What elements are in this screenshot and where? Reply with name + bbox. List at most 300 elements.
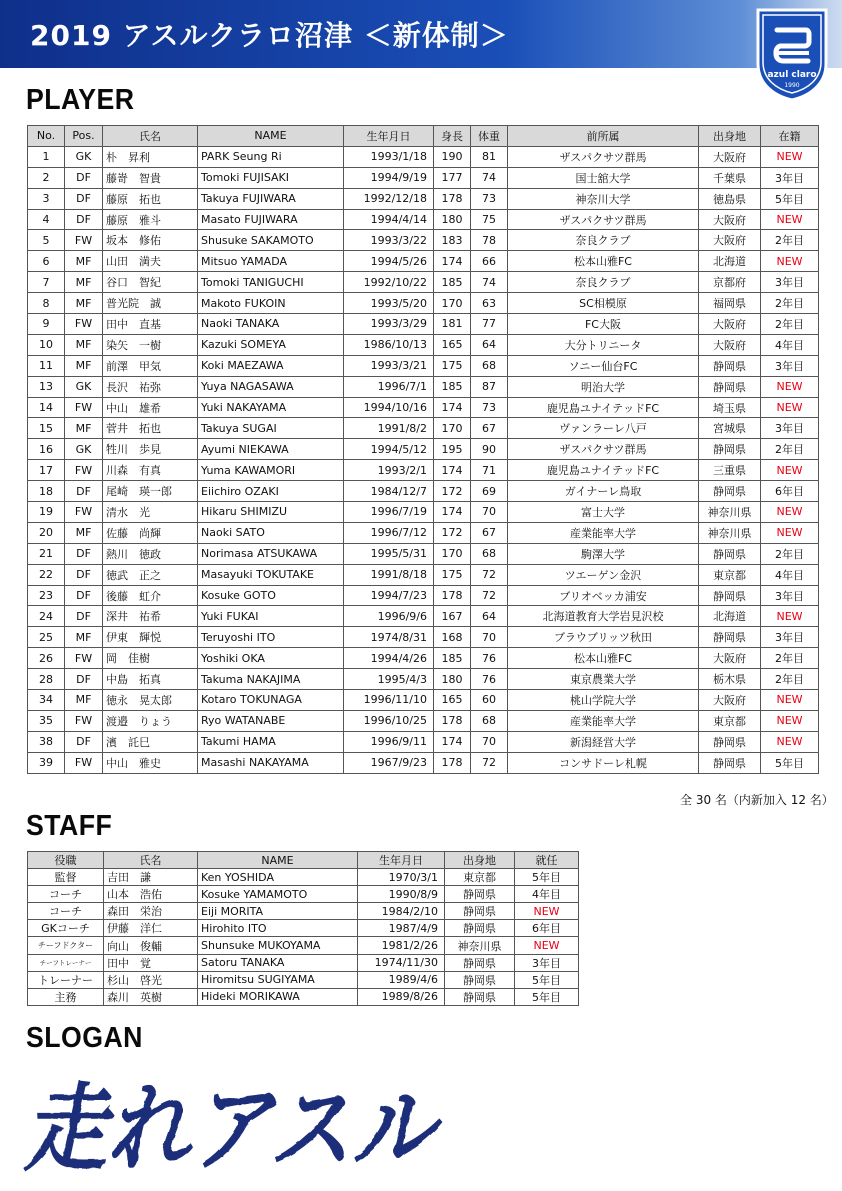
- player-cell-tenure: 2年目: [761, 314, 819, 335]
- player-cell-birthplace: 千葉県: [699, 167, 761, 188]
- player-cell-height: 174: [434, 251, 471, 272]
- player-cell-tenure: NEW: [761, 397, 819, 418]
- player-cell-no: 1: [28, 146, 65, 167]
- player-cell-no: 34: [28, 690, 65, 711]
- player-row: [28, 564, 819, 585]
- player-cell-height: 170: [434, 293, 471, 314]
- player-cell-height: 175: [434, 564, 471, 585]
- player-cell-name-ja: 山田 満夫: [103, 251, 198, 272]
- player-cell-height: 190: [434, 146, 471, 167]
- staff-header-birthdate: 生年月日: [358, 852, 445, 869]
- player-header-no: No.: [28, 126, 65, 147]
- staff-cell-birthdate: 1989/4/6: [358, 971, 445, 988]
- player-cell-tenure: 2年目: [761, 669, 819, 690]
- player-cell-birthdate: 1993/2/1: [344, 460, 434, 481]
- staff-cell-name-en: Ken YOSHIDA: [198, 869, 358, 886]
- player-cell-birthplace: 静岡県: [699, 752, 761, 773]
- player-row: [28, 188, 819, 209]
- player-cell-previous-club: 桃山学院大学: [508, 690, 699, 711]
- staff-cell-name-en: Kosuke YAMAMOTO: [198, 886, 358, 903]
- staff-header-role: 役職: [28, 852, 104, 869]
- player-cell-previous-club: 大分トリニータ: [508, 334, 699, 355]
- player-cell-pos: DF: [65, 731, 103, 752]
- player-cell-weight: 68: [471, 543, 508, 564]
- player-cell-height: 195: [434, 439, 471, 460]
- player-row: [28, 648, 819, 669]
- staff-row: [28, 954, 579, 971]
- player-cell-birthdate: 1974/8/31: [344, 627, 434, 648]
- player-cell-name-en: Koki MAEZAWA: [198, 355, 344, 376]
- player-cell-previous-club: 新潟経営大学: [508, 731, 699, 752]
- player-cell-height: 165: [434, 334, 471, 355]
- player-header-height: 身長: [434, 126, 471, 147]
- player-cell-pos: GK: [65, 146, 103, 167]
- player-cell-birthdate: 1967/9/23: [344, 752, 434, 773]
- player-cell-birthplace: 大阪府: [699, 230, 761, 251]
- player-cell-birthdate: 1994/5/12: [344, 439, 434, 460]
- player-cell-weight: 73: [471, 397, 508, 418]
- player-cell-birthdate: 1996/11/10: [344, 690, 434, 711]
- player-cell-name-en: Naoki SATO: [198, 522, 344, 543]
- player-header-birthplace: 出身地: [699, 126, 761, 147]
- player-cell-no: 25: [28, 627, 65, 648]
- player-cell-name-en: Shusuke SAKAMOTO: [198, 230, 344, 251]
- player-row: [28, 585, 819, 606]
- club-logo: [754, 6, 830, 102]
- player-cell-no: 13: [28, 376, 65, 397]
- player-cell-name-en: Kosuke GOTO: [198, 585, 344, 606]
- player-cell-previous-club: ブラウブリッツ秋田: [508, 627, 699, 648]
- player-cell-weight: 67: [471, 418, 508, 439]
- staff-cell-role: コーチ: [28, 903, 104, 920]
- player-cell-weight: 74: [471, 272, 508, 293]
- player-cell-pos: GK: [65, 439, 103, 460]
- staff-cell-role: コーチ: [28, 886, 104, 903]
- player-cell-name-en: Teruyoshi ITO: [198, 627, 344, 648]
- player-cell-previous-club: 明治大学: [508, 376, 699, 397]
- player-cell-no: 28: [28, 669, 65, 690]
- player-cell-tenure: NEW: [761, 731, 819, 752]
- player-cell-birthplace: 大阪府: [699, 334, 761, 355]
- player-cell-height: 172: [434, 481, 471, 502]
- player-cell-no: 16: [28, 439, 65, 460]
- player-row: [28, 272, 819, 293]
- player-cell-name-ja: 藤原 拓也: [103, 188, 198, 209]
- staff-cell-tenure: 5年目: [515, 971, 579, 988]
- player-row: [28, 439, 819, 460]
- player-cell-pos: MF: [65, 334, 103, 355]
- player-cell-name-en: Masayuki TOKUTAKE: [198, 564, 344, 585]
- staff-header-name-ja: 氏名: [104, 852, 198, 869]
- player-header-pos: Pos.: [65, 126, 103, 147]
- player-cell-birthdate: 1994/9/19: [344, 167, 434, 188]
- player-header-tenure: 在籍: [761, 126, 819, 147]
- player-row: [28, 293, 819, 314]
- player-cell-name-ja: 長沢 祐弥: [103, 376, 198, 397]
- player-row: [28, 752, 819, 773]
- player-cell-name-ja: 藤原 雅斗: [103, 209, 198, 230]
- slogan-text: 走れアスル: [23, 1072, 443, 1185]
- player-cell-tenure: 4年目: [761, 564, 819, 585]
- player-cell-height: 175: [434, 355, 471, 376]
- player-cell-height: 183: [434, 230, 471, 251]
- staff-cell-tenure: 5年目: [515, 988, 579, 1005]
- player-cell-birthplace: 静岡県: [699, 481, 761, 502]
- player-cell-name-ja: 濱 託巳: [103, 731, 198, 752]
- player-cell-weight: 69: [471, 481, 508, 502]
- player-cell-birthdate: 1996/9/6: [344, 606, 434, 627]
- player-row: [28, 543, 819, 564]
- player-cell-name-en: Takuma NAKAJIMA: [198, 669, 344, 690]
- player-cell-weight: 78: [471, 230, 508, 251]
- player-cell-height: 174: [434, 502, 471, 523]
- staff-row: [28, 920, 579, 937]
- player-cell-birthplace: 大阪府: [699, 314, 761, 335]
- player-cell-name-en: Ayumi NIEKAWA: [198, 439, 344, 460]
- player-cell-no: 35: [28, 710, 65, 731]
- player-cell-height: 178: [434, 752, 471, 773]
- player-cell-previous-club: 駒澤大学: [508, 543, 699, 564]
- player-total-note: 全 30 名（内新加入 12 名）: [680, 793, 834, 807]
- player-cell-name-ja: 後藤 虹介: [103, 585, 198, 606]
- player-row: [28, 355, 819, 376]
- player-cell-height: 178: [434, 585, 471, 606]
- player-cell-pos: DF: [65, 167, 103, 188]
- player-cell-name-en: Masato FUJIWARA: [198, 209, 344, 230]
- player-cell-birthdate: 1984/12/7: [344, 481, 434, 502]
- player-cell-no: 3: [28, 188, 65, 209]
- player-cell-previous-club: ガイナーレ鳥取: [508, 481, 699, 502]
- player-row: [28, 167, 819, 188]
- player-cell-no: 8: [28, 293, 65, 314]
- player-cell-pos: MF: [65, 272, 103, 293]
- player-cell-name-en: Makoto FUKOIN: [198, 293, 344, 314]
- player-cell-birthdate: 1994/10/16: [344, 397, 434, 418]
- player-cell-tenure: 3年目: [761, 355, 819, 376]
- player-cell-previous-club: ツエーゲン金沢: [508, 564, 699, 585]
- staff-cell-name-en: Shunsuke MUKOYAMA: [198, 937, 358, 954]
- player-cell-no: 20: [28, 522, 65, 543]
- staff-cell-tenure: 3年目: [515, 954, 579, 971]
- player-cell-name-ja: 田中 直基: [103, 314, 198, 335]
- player-cell-previous-club: 鹿児島ユナイテッドFC: [508, 397, 699, 418]
- player-cell-tenure: NEW: [761, 460, 819, 481]
- player-cell-name-en: Kazuki SOMEYA: [198, 334, 344, 355]
- staff-cell-name-en: Hirohito ITO: [198, 920, 358, 937]
- player-cell-birthdate: 1994/7/23: [344, 585, 434, 606]
- player-cell-name-en: Eiichiro OZAKI: [198, 481, 344, 502]
- player-cell-tenure: NEW: [761, 251, 819, 272]
- player-cell-weight: 90: [471, 439, 508, 460]
- player-cell-height: 165: [434, 690, 471, 711]
- player-cell-pos: MF: [65, 293, 103, 314]
- player-cell-pos: DF: [65, 481, 103, 502]
- player-cell-no: 6: [28, 251, 65, 272]
- player-cell-birthdate: 1996/9/11: [344, 731, 434, 752]
- player-cell-birthplace: 三重県: [699, 460, 761, 481]
- player-cell-previous-club: コンサドーレ札幌: [508, 752, 699, 773]
- player-cell-name-en: Ryo WATANABE: [198, 710, 344, 731]
- player-cell-name-ja: 岡 佳樹: [103, 648, 198, 669]
- player-cell-weight: 77: [471, 314, 508, 335]
- player-cell-pos: MF: [65, 627, 103, 648]
- player-cell-height: 170: [434, 418, 471, 439]
- staff-row: [28, 971, 579, 988]
- player-row: [28, 418, 819, 439]
- player-cell-name-ja: 熱川 徳政: [103, 543, 198, 564]
- staff-cell-name-ja: 向山 俊輔: [104, 937, 198, 954]
- player-row: [28, 627, 819, 648]
- player-cell-name-ja: 中島 拓真: [103, 669, 198, 690]
- player-cell-previous-club: ソニー仙台FC: [508, 355, 699, 376]
- player-cell-birthdate: 1992/12/18: [344, 188, 434, 209]
- staff-cell-name-ja: 伊藤 洋仁: [104, 920, 198, 937]
- player-cell-birthdate: 1994/5/26: [344, 251, 434, 272]
- player-cell-birthplace: 静岡県: [699, 627, 761, 648]
- player-cell-name-en: Takuya SUGAI: [198, 418, 344, 439]
- player-cell-birthplace: 東京都: [699, 564, 761, 585]
- player-cell-pos: MF: [65, 418, 103, 439]
- player-cell-previous-club: 松本山雅FC: [508, 251, 699, 272]
- staff-table-header: [28, 852, 579, 869]
- player-cell-name-en: Takumi HAMA: [198, 731, 344, 752]
- player-cell-height: 170: [434, 543, 471, 564]
- staff-cell-name-en: Hideki MORIKAWA: [198, 988, 358, 1005]
- staff-row: [28, 903, 579, 920]
- player-cell-tenure: NEW: [761, 690, 819, 711]
- staff-cell-name-ja: 吉田 謙: [104, 869, 198, 886]
- player-cell-previous-club: ザスパクサツ群馬: [508, 209, 699, 230]
- player-cell-birthdate: 1993/1/18: [344, 146, 434, 167]
- player-cell-pos: DF: [65, 669, 103, 690]
- player-header-birthdate: 生年月日: [344, 126, 434, 147]
- staff-cell-birthplace: 静岡県: [445, 920, 515, 937]
- player-row: [28, 502, 819, 523]
- player-header-name-ja: 氏名: [103, 126, 198, 147]
- staff-cell-birthplace: 静岡県: [445, 903, 515, 920]
- player-cell-name-en: Tomoki TANIGUCHI: [198, 272, 344, 293]
- player-cell-pos: FW: [65, 397, 103, 418]
- player-cell-weight: 72: [471, 585, 508, 606]
- staff-table: [27, 851, 579, 1006]
- player-cell-previous-club: ヴァンラーレ八戸: [508, 418, 699, 439]
- player-header-name-en: NAME: [198, 126, 344, 147]
- player-cell-name-en: Kotaro TOKUNAGA: [198, 690, 344, 711]
- staff-cell-birthplace: 静岡県: [445, 886, 515, 903]
- player-cell-height: 180: [434, 669, 471, 690]
- player-cell-birthdate: 1991/8/18: [344, 564, 434, 585]
- staff-cell-name-en: Hiromitsu SUGIYAMA: [198, 971, 358, 988]
- staff-cell-tenure: 5年目: [515, 869, 579, 886]
- player-cell-tenure: NEW: [761, 606, 819, 627]
- player-cell-no: 11: [28, 355, 65, 376]
- staff-cell-name-ja: 山本 浩佑: [104, 886, 198, 903]
- player-cell-height: 174: [434, 460, 471, 481]
- player-row: [28, 230, 819, 251]
- player-cell-previous-club: ザスパクサツ群馬: [508, 146, 699, 167]
- player-cell-height: 168: [434, 627, 471, 648]
- header-band: [0, 0, 842, 68]
- player-cell-weight: 75: [471, 209, 508, 230]
- player-cell-birthdate: 1995/5/31: [344, 543, 434, 564]
- staff-cell-birthplace: 神奈川県: [445, 937, 515, 954]
- player-cell-birthplace: 大阪府: [699, 146, 761, 167]
- staff-row: [28, 886, 579, 903]
- player-cell-no: 19: [28, 502, 65, 523]
- player-cell-birthdate: 1992/10/22: [344, 272, 434, 293]
- player-cell-birthdate: 1993/5/20: [344, 293, 434, 314]
- player-cell-pos: FW: [65, 502, 103, 523]
- player-cell-tenure: 2年目: [761, 293, 819, 314]
- staff-row: [28, 869, 579, 886]
- player-cell-birthdate: 1995/4/3: [344, 669, 434, 690]
- player-cell-height: 174: [434, 731, 471, 752]
- player-cell-height: 178: [434, 710, 471, 731]
- player-row: [28, 606, 819, 627]
- player-cell-tenure: 3年目: [761, 272, 819, 293]
- player-cell-tenure: NEW: [761, 710, 819, 731]
- player-cell-tenure: 3年目: [761, 418, 819, 439]
- player-cell-tenure: NEW: [761, 376, 819, 397]
- player-row: [28, 314, 819, 335]
- player-cell-birthplace: 静岡県: [699, 585, 761, 606]
- player-cell-birthdate: 1993/3/21: [344, 355, 434, 376]
- player-cell-weight: 70: [471, 502, 508, 523]
- player-cell-tenure: NEW: [761, 209, 819, 230]
- player-row: [28, 334, 819, 355]
- player-cell-name-ja: 佐藤 尚輝: [103, 522, 198, 543]
- staff-cell-birthdate: 1989/8/26: [358, 988, 445, 1005]
- player-cell-height: 185: [434, 376, 471, 397]
- staff-cell-name-ja: 田中 覚: [104, 954, 198, 971]
- player-cell-no: 22: [28, 564, 65, 585]
- player-header-weight: 体重: [471, 126, 508, 147]
- player-cell-name-en: Tomoki FUJISAKI: [198, 167, 344, 188]
- player-cell-weight: 68: [471, 355, 508, 376]
- staff-cell-role: チーフドクター: [28, 937, 104, 954]
- player-cell-weight: 72: [471, 564, 508, 585]
- player-cell-pos: DF: [65, 543, 103, 564]
- player-cell-birthdate: 1993/3/22: [344, 230, 434, 251]
- player-cell-name-en: Mitsuo YAMADA: [198, 251, 344, 272]
- player-cell-pos: DF: [65, 585, 103, 606]
- staff-cell-birthdate: 1981/2/26: [358, 937, 445, 954]
- player-cell-pos: FW: [65, 752, 103, 773]
- player-cell-weight: 70: [471, 627, 508, 648]
- player-header-previous-club: 前所属: [508, 126, 699, 147]
- player-cell-birthdate: 1996/7/1: [344, 376, 434, 397]
- staff-cell-birthdate: 1987/4/9: [358, 920, 445, 937]
- player-cell-birthplace: 静岡県: [699, 355, 761, 376]
- player-cell-name-ja: 普光院 誠: [103, 293, 198, 314]
- slogan-section-title: SLOGAN: [26, 1022, 143, 1054]
- player-cell-weight: 66: [471, 251, 508, 272]
- staff-cell-role: チーフトレーナー: [28, 954, 104, 971]
- staff-cell-birthdate: 1984/2/10: [358, 903, 445, 920]
- staff-cell-tenure: 6年目: [515, 920, 579, 937]
- player-cell-previous-club: 奈良クラブ: [508, 230, 699, 251]
- player-cell-name-en: Yuma KAWAMORI: [198, 460, 344, 481]
- player-cell-weight: 68: [471, 710, 508, 731]
- player-row: [28, 669, 819, 690]
- player-cell-no: 38: [28, 731, 65, 752]
- player-cell-weight: 64: [471, 606, 508, 627]
- player-cell-birthdate: 1996/7/19: [344, 502, 434, 523]
- player-cell-no: 14: [28, 397, 65, 418]
- player-cell-previous-club: 産業能率大学: [508, 710, 699, 731]
- player-cell-weight: 76: [471, 669, 508, 690]
- staff-cell-name-ja: 杉山 啓光: [104, 971, 198, 988]
- player-cell-weight: 87: [471, 376, 508, 397]
- player-cell-birthdate: 1991/8/2: [344, 418, 434, 439]
- staff-header-tenure: 就任: [515, 852, 579, 869]
- player-cell-name-ja: 坂本 修佑: [103, 230, 198, 251]
- player-cell-name-en: Yoshiki OKA: [198, 648, 344, 669]
- player-cell-pos: GK: [65, 376, 103, 397]
- staff-cell-birthdate: 1974/11/30: [358, 954, 445, 971]
- player-cell-birthplace: 北海道: [699, 606, 761, 627]
- staff-cell-birthdate: 1990/8/9: [358, 886, 445, 903]
- player-cell-pos: FW: [65, 460, 103, 481]
- player-cell-name-ja: 中山 雅史: [103, 752, 198, 773]
- player-cell-height: 180: [434, 209, 471, 230]
- player-cell-previous-club: SC相模原: [508, 293, 699, 314]
- player-cell-pos: MF: [65, 355, 103, 376]
- player-cell-name-en: Yuya NAGASAWA: [198, 376, 344, 397]
- player-cell-name-ja: 前澤 甲気: [103, 355, 198, 376]
- player-cell-previous-club: ブリオベッカ浦安: [508, 585, 699, 606]
- player-cell-birthplace: 神奈川県: [699, 522, 761, 543]
- staff-cell-birthplace: 静岡県: [445, 988, 515, 1005]
- player-cell-birthplace: 福岡県: [699, 293, 761, 314]
- player-cell-weight: 60: [471, 690, 508, 711]
- staff-cell-birthdate: 1970/3/1: [358, 869, 445, 886]
- player-cell-birthplace: 徳島県: [699, 188, 761, 209]
- player-cell-weight: 71: [471, 460, 508, 481]
- player-cell-no: 23: [28, 585, 65, 606]
- player-cell-name-ja: 渡邉 りょう: [103, 710, 198, 731]
- player-cell-tenure: 4年目: [761, 334, 819, 355]
- player-cell-name-en: Yuki NAKAYAMA: [198, 397, 344, 418]
- logo-text: azul claro: [767, 70, 817, 80]
- player-cell-pos: DF: [65, 209, 103, 230]
- player-cell-no: 5: [28, 230, 65, 251]
- player-cell-previous-club: 富士大学: [508, 502, 699, 523]
- player-table: [27, 125, 819, 774]
- player-cell-birthplace: 静岡県: [699, 543, 761, 564]
- player-cell-tenure: 2年目: [761, 648, 819, 669]
- player-cell-birthplace: 静岡県: [699, 376, 761, 397]
- staff-row: [28, 988, 579, 1005]
- player-cell-height: 174: [434, 397, 471, 418]
- player-cell-birthplace: 北海道: [699, 251, 761, 272]
- player-cell-birthplace: 神奈川県: [699, 502, 761, 523]
- player-cell-name-en: Hikaru SHIMIZU: [198, 502, 344, 523]
- player-cell-weight: 74: [471, 167, 508, 188]
- player-cell-name-ja: 染矢 一樹: [103, 334, 198, 355]
- player-cell-tenure: NEW: [761, 502, 819, 523]
- player-cell-birthplace: 栃木県: [699, 669, 761, 690]
- player-cell-no: 26: [28, 648, 65, 669]
- staff-header-name-en: NAME: [198, 852, 358, 869]
- player-cell-weight: 67: [471, 522, 508, 543]
- player-cell-height: 172: [434, 522, 471, 543]
- player-table-header: [28, 126, 819, 147]
- player-cell-previous-club: 松本山雅FC: [508, 648, 699, 669]
- player-cell-birthplace: 東京都: [699, 710, 761, 731]
- player-cell-birthdate: 1994/4/26: [344, 648, 434, 669]
- player-row: [28, 376, 819, 397]
